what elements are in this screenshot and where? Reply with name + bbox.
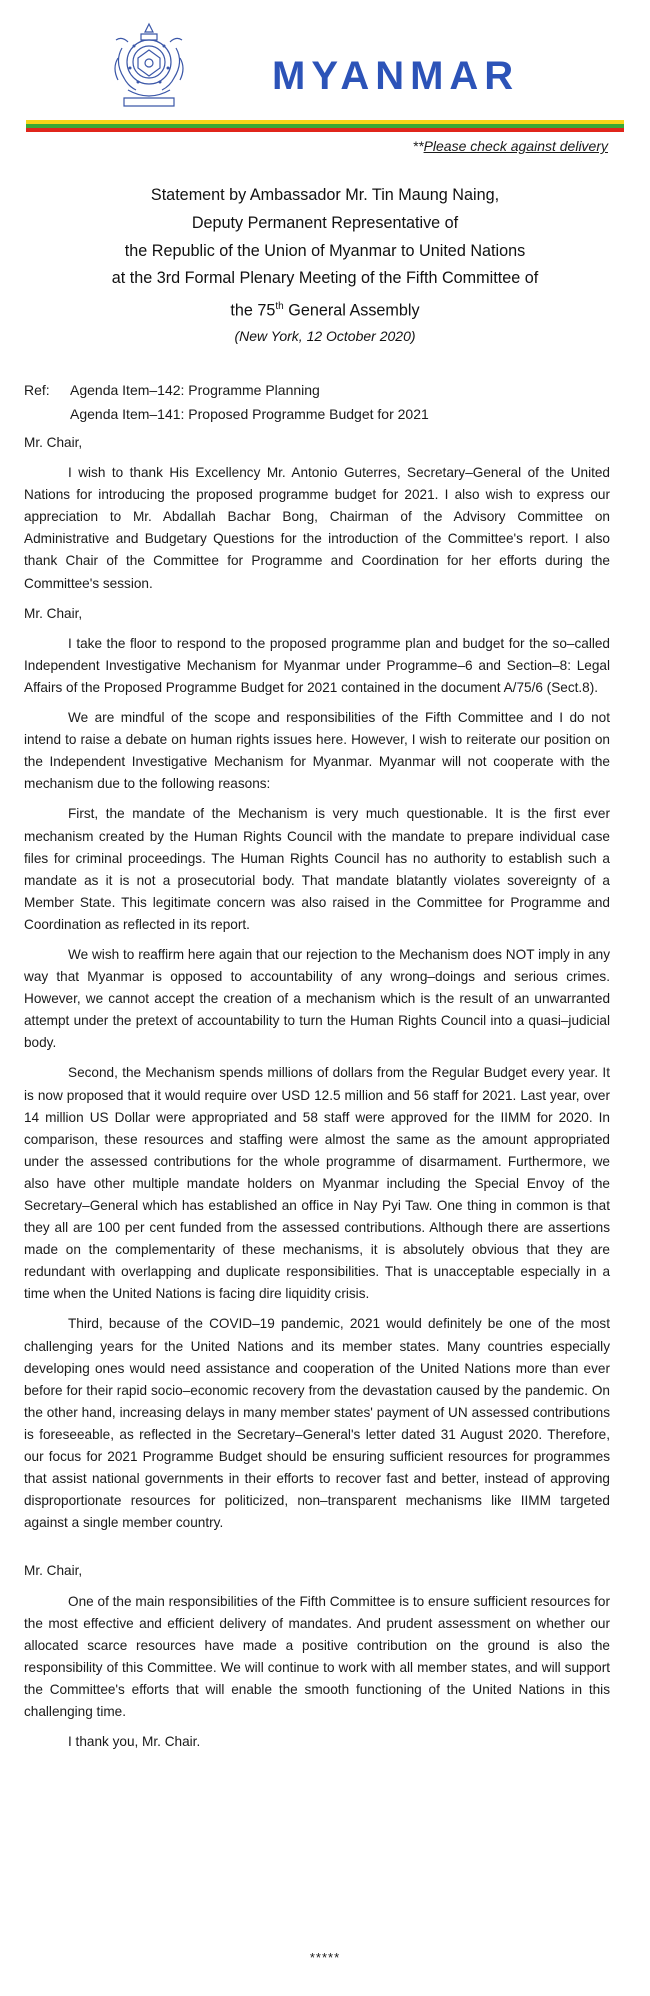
paragraph: We wish to reaffirm here again that our rejection to the Mechanism does NOT imply in any way that Myanmar is opposed to accountability of any wrong–doings and serious crimes. However, we cannot accept the creation of a mechanism which is the result of an unwarranted attempt under the pretext of accountability to turn the Human Rights Council into a quasi–judicial body. [24,946,610,1051]
title-line-2: Deputy Permanent Representative of [191,213,459,232]
dateline: (New York, 12 October 2020) [234,328,416,345]
statement-title [0,182,650,347]
ref-item-1: Agenda Item–142: Programme Planning [70,382,320,398]
paragraph: I wish to thank His Excellency Mr. Antonio Guterres, Secretary–General of the United Nations for introducing the proposed programme budget for 2021. I also wish to express our appreciation to Mr. Abdallah Bachar Bong, Chairman of the Advisory Committee on Administrative and Budgetary Questions for the introduction of the Committee's report. I also thank Chair of the Committee for Programme and Coordination for her efforts during the Committee's session. [24,465,610,591]
paragraph: First, the mandate of the Mechanism is very much questionable. It is the first ever mechanism created by the Human Rights Council with the mandate to prepare individual case files for criminal proceedings. The Human Rights Council has no authority to establish such a mandate as it is not a prosecutorial body. That mandate blatantly violates sovereignty of a Member State. This legitimate concern was also raised in the Committee for Programme and Coordination as reflected in its report. [24,806,610,932]
state-seal-emblem-icon [108,18,190,110]
paragraph: Second, the Mechanism spends millions of dollars from the Regular Budget every year. It is now proposed that it would require over USD 12.5 million and 56 staff for 2021. Last year, over 14 million US Dollar were appropriated and 58 staff were approved for the IIMM for 2020. In comparison, these resources and staffing were almost the same as the amount appropriated under the assessed contributions for the whole programme of disarmament. Furthermore, we also have other multiple mandate holders on Myanmar including the Special Envoy of the Secretary–General which has established an office in Nay Pyi Taw. One thing in common is that they all are 100 per cent funded from the assessed contributions. Although there are assertions made on the complementarity of these mechanisms, it is absolutely obvious that they are redundant with overlapping and duplicate responsibilities. That is unacceptable especially in a time when the United Nations is facing dire liquidity crisis. [24,1065,610,1302]
title-line-5: the 75th General Assembly [230,301,420,320]
paragraph: I take the floor to respond to the proposed programme plan and budget for the so–called Independent Investigative Mechanism for Myanmar under Programme–6 and Section–8: Legal Affairs of the Proposed Programme Budget for 2021 contained in the document A/75/6 (Sect.8). [24,635,610,695]
paragraph: One of the main responsibilities of the Fifth Committee is to ensure sufficient resources for the most effective and efficient delivery of mandates. And prudent assessment on whether our allocated scarce resources have made a positive contribution on the ground is also the responsibility of this Committee. We will continue to work with all member states, and will support the Committee's efforts that will enable the smooth functioning of the United Nations in this challenging time. [24,1593,610,1719]
title-line-3: the Republic of the Union of Myanmar to United Nations [124,241,526,260]
flag-color-bar [26,120,624,132]
country-name: MYANMAR [272,54,520,98]
reference-block [24,378,429,426]
paragraph: We are mindful of the scope and responsibilities of the Fifth Committee and I do not intend to raise a debate on human rights issues here. However, I wish to reiterate our position on the Independent Investigative Mechanism for Myanmar. Myanmar will not cooperate with the mechanism due to the following reasons: [24,710,610,792]
delivery-note [413,138,608,154]
ref-item-2: Agenda Item–141: Proposed Programme Budget for 2021 [70,406,429,422]
closing-line: I thank you, Mr. Chair. [68,1734,201,1750]
title-line-1: Statement by Ambassador Mr. Tin Maung Naing, [150,186,500,204]
delivery-note-text: Please check against delivery [423,138,608,154]
letterhead [26,18,624,130]
delivery-stars: ** [412,138,424,154]
salutation: Mr. Chair, [24,1563,83,1579]
salutation: Mr. Chair, [24,605,83,621]
title-line-4: at the 3rd Formal Plenary Meeting of the Fifth Committee of [111,269,539,288]
paragraph: Third, because of the COVID–19 pandemic, 2021 would definitely be one of the most challenging years for the United Nations and its member states. Many countries especially developing ones would need assistance and cooperation of the United Nations more than ever before for their rapid socio–economic recovery from the devastation caused by the pandemic. On the other hand, increasing delays in many member states' payment of UN assessed contributions is foreseeable, as reflected in the Secretary–General's letter dated 31 August 2020. Therefore, our focus for 2021 Programme Budget should be ensuring sufficient resources for programmes that assist national governments in their efforts to recover fast and better, instead of approving disproportionate resources for politicized, non–transparent mechanisms like IIMM targeted against a single member country. [24,1316,610,1531]
end-mark: ***** [309,1950,341,1965]
salutation: Mr. Chair, [24,435,83,450]
ref-label: Ref: [24,382,50,398]
statement-body [24,432,610,1761]
